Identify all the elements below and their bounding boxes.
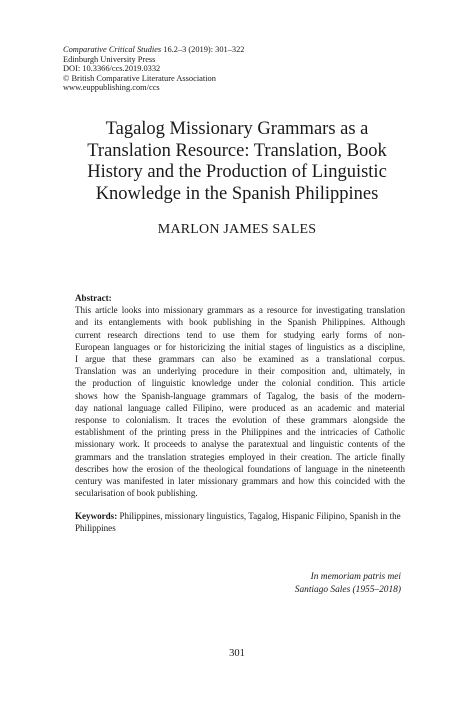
journal-website: www.euppublishing.com/ccs [63,83,160,93]
journal-citation [63,45,244,55]
publisher: Edinburgh University Press [63,54,156,64]
abstract-line: European languages or for historicizing the initial stages of linguistics as a discipline, [75,341,405,352]
abstract-line: response to colonialism. It traces the evolution of these grammars alongside the [75,415,405,426]
abstract-label: Abstract: [75,293,112,303]
abstract-line: century was manifested in later missionary grammars and how this coincided with the [75,476,405,487]
keywords [75,510,405,534]
title-line: History and the Production of Linguistic [87,162,387,182]
abstract-line: I argue that these grammars can also be examined as a translational corpus. [75,354,405,365]
dedication-line: In memoriam patris mei [310,572,401,582]
journal-name: Comparative Critical Studies [63,45,162,54]
abstract-line: day national language called Filipino, were produced as an academic and material [75,402,405,413]
author-name: MARLON JAMES SALES [157,222,317,237]
article-metadata [63,45,244,93]
abstract [75,292,405,499]
abstract-line: secularisation of book publishing. [75,488,198,499]
journal-issue: 16.2–3 (2019): 301–322 [161,45,245,54]
keywords-text: Philippines, missionary linguistics, Tagalog, Hispanic Filipino, Spanish in the Philippines [75,511,401,534]
doi: DOI: 10.3366/ccs.2019.0332 [63,64,161,74]
abstract-line: shows how the Spanish-language grammars of Tagalog, the basis of the modern- [75,390,405,401]
title-line: Knowledge in the Spanish Philippines [95,183,379,204]
abstract-line: describes how the erosion of the theological foundations of language in the nineteenth [75,463,405,474]
copyright: © British Comparative Literature Association [63,73,216,83]
title-line: Translation Resource: Translation, Book [87,140,387,161]
abstract-line: establishment of the printing press in the Philippines and the intricacies of Catholic [75,427,405,438]
dedication [295,571,401,596]
abstract-line: Translation was an underlying procedure in their composition and, ultimately, in [75,366,405,377]
title-line: Tagalog Missionary Grammars as a [105,119,369,139]
article-title [40,119,434,205]
abstract-line: This article looks into missionary grammars as a resource for investigating translation [75,305,405,316]
dedication-line: Santiago Sales (1955–2018) [294,584,401,595]
abstract-line: grammars and the translation strategies employed in their creation. The article finally [75,451,405,462]
abstract-line: and its entanglements with book publishing in the Spanish Philippines. Although [75,317,405,328]
abstract-line: the production of linguistic knowledge under the colonial condition. This article [75,378,405,389]
abstract-line: current research directions tend to use them for studying early forms of non- [75,329,405,340]
abstract-line: missionary work. It proceeds to analyse the paratextual and linguistic contents of the [75,439,405,450]
keywords-label: Keywords: [75,511,118,521]
page-number: 301 [229,648,245,659]
